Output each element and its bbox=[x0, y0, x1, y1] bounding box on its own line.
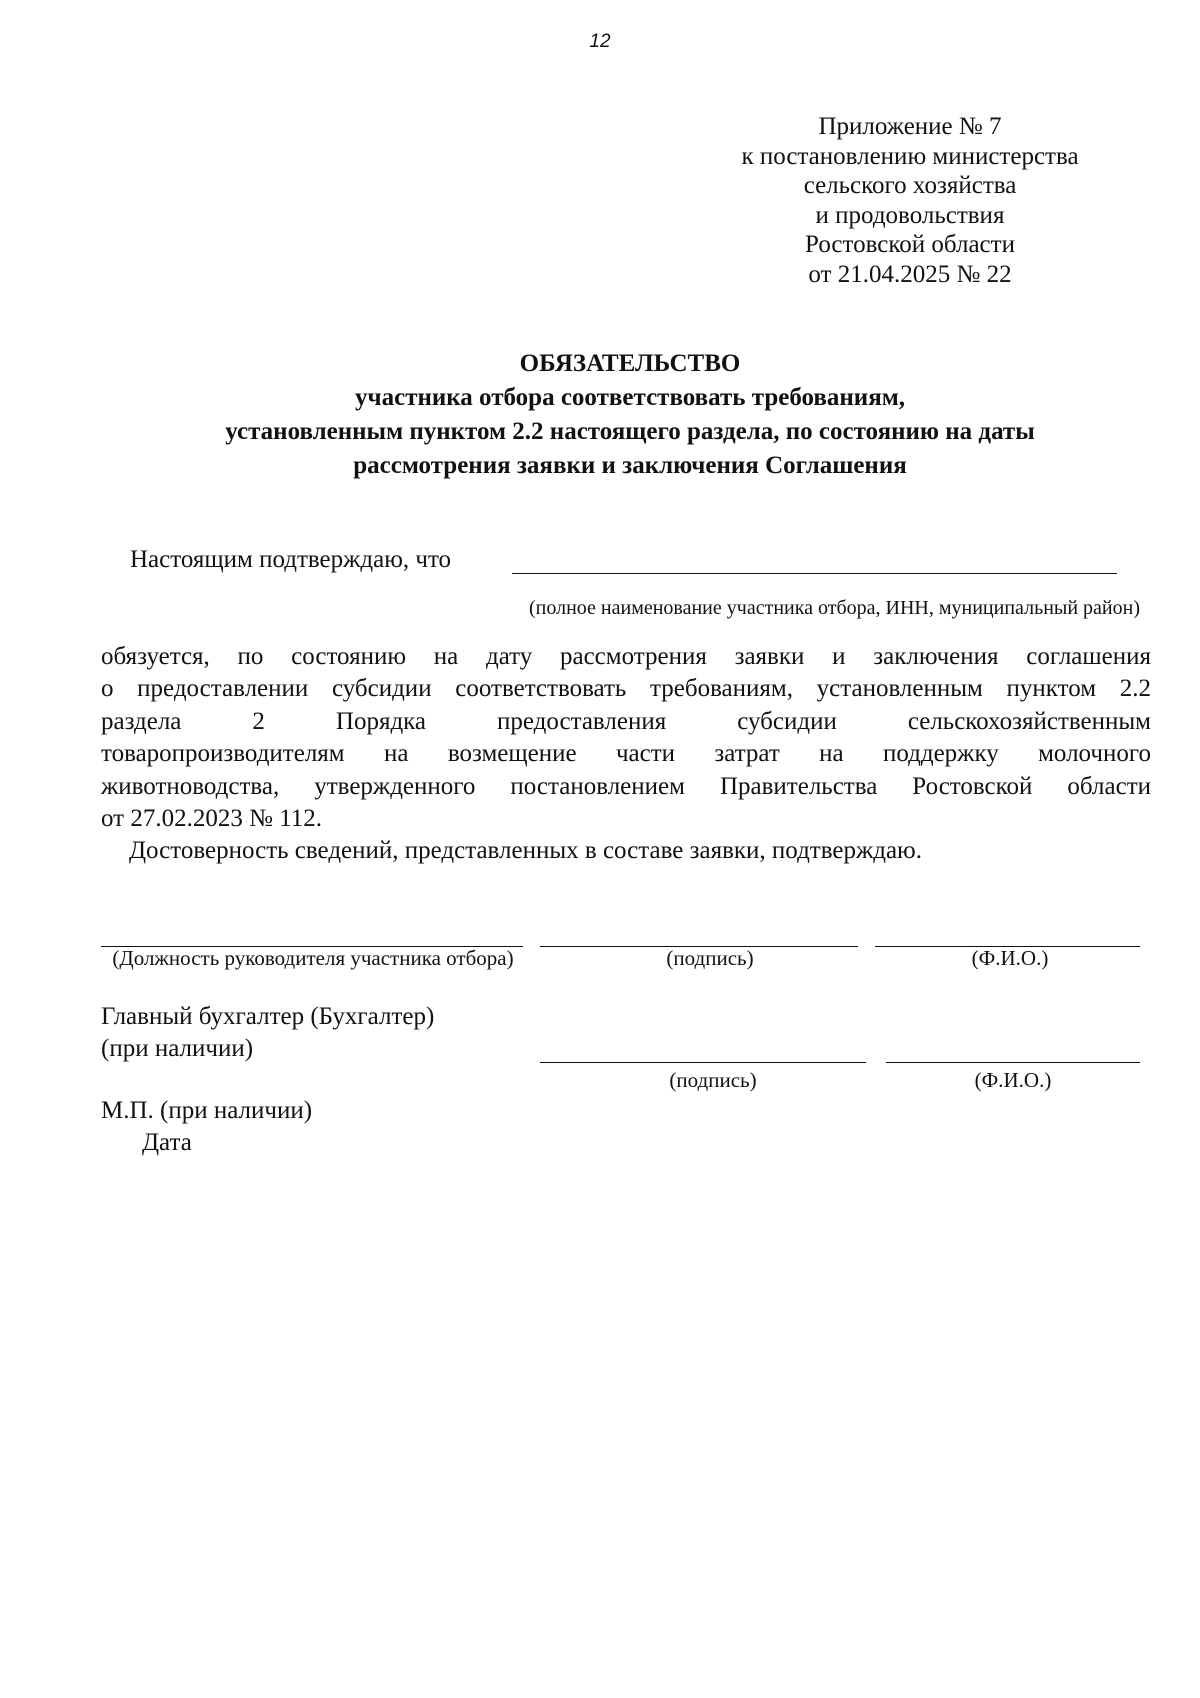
body-line: товаропроизводителям на возмещение части затрат на поддержку молочного bbox=[101, 740, 1151, 768]
accountant-signature-caption: (подпись) bbox=[669, 1068, 757, 1092]
title-line: участника отбора соответствовать требованиям, bbox=[355, 384, 905, 411]
accountant-name-line[interactable] bbox=[886, 1062, 1140, 1063]
appendix-line: и продовольствия bbox=[815, 201, 1005, 229]
page-number: 12 bbox=[589, 31, 611, 52]
appendix-line: Приложение № 7 bbox=[818, 113, 1002, 140]
body-line: о предоставлении субсидии соответствовать требованиям, установленным пунктом 2.2 bbox=[101, 675, 1151, 703]
obligation-paragraph bbox=[101, 641, 1151, 868]
body-line: животноводства, утвержденного постановлением Правительства Ростовской области bbox=[101, 772, 1151, 800]
title-heading: ОБЯЗАТЕЛЬСТВО bbox=[519, 350, 741, 377]
appendix-line: от 21.04.2025 № 22 bbox=[808, 260, 1012, 288]
accountant-signature-line[interactable] bbox=[540, 1062, 866, 1063]
accountant-label-note: (при наличии) bbox=[101, 1035, 254, 1062]
title-line: рассмотрения заявки и заключения Соглашения bbox=[353, 452, 907, 479]
body-line: обязуется, по состоянию на дату рассмотрения заявки и заключения соглашения bbox=[101, 643, 1151, 670]
body-line: от 27.02.2023 № 112. bbox=[101, 805, 323, 833]
appendix-line: к постановлению министерства bbox=[741, 142, 1079, 170]
reliability-statement: Достоверность сведений, представленных в составе заявки, подтверждаю. bbox=[129, 837, 922, 865]
accountant-label: Главный бухгалтер (Бухгалтер) bbox=[101, 1003, 435, 1030]
confirm-prefix: Настоящим подтверждаю, что bbox=[130, 546, 452, 573]
participant-name-hint: (полное наименование участника отбора, ИНН, муниципальный район) bbox=[529, 597, 1140, 619]
stamp-label: М.П. (при наличии) bbox=[101, 1097, 313, 1124]
accountant-name-caption: (Ф.И.О.) bbox=[974, 1068, 1052, 1092]
title-line: установленным пунктом 2.2 настоящего раздела, по состоянию на даты bbox=[225, 418, 1035, 445]
document-title bbox=[90, 347, 1170, 483]
head-signature-caption: (подпись) bbox=[666, 946, 754, 970]
position-caption: (Должность руководителя участника отбора) bbox=[112, 946, 514, 970]
body-line: раздела 2 Порядка предоставления субсидии сельскохозяйственным bbox=[101, 707, 1151, 735]
participant-name-field[interactable] bbox=[512, 573, 1117, 574]
appendix-header bbox=[700, 112, 1120, 290]
appendix-line: Ростовской области bbox=[805, 231, 1015, 259]
appendix-line: сельского хозяйства bbox=[803, 172, 1017, 200]
date-label: Дата bbox=[142, 1129, 192, 1156]
head-name-caption: (Ф.И.О.) bbox=[971, 946, 1049, 970]
